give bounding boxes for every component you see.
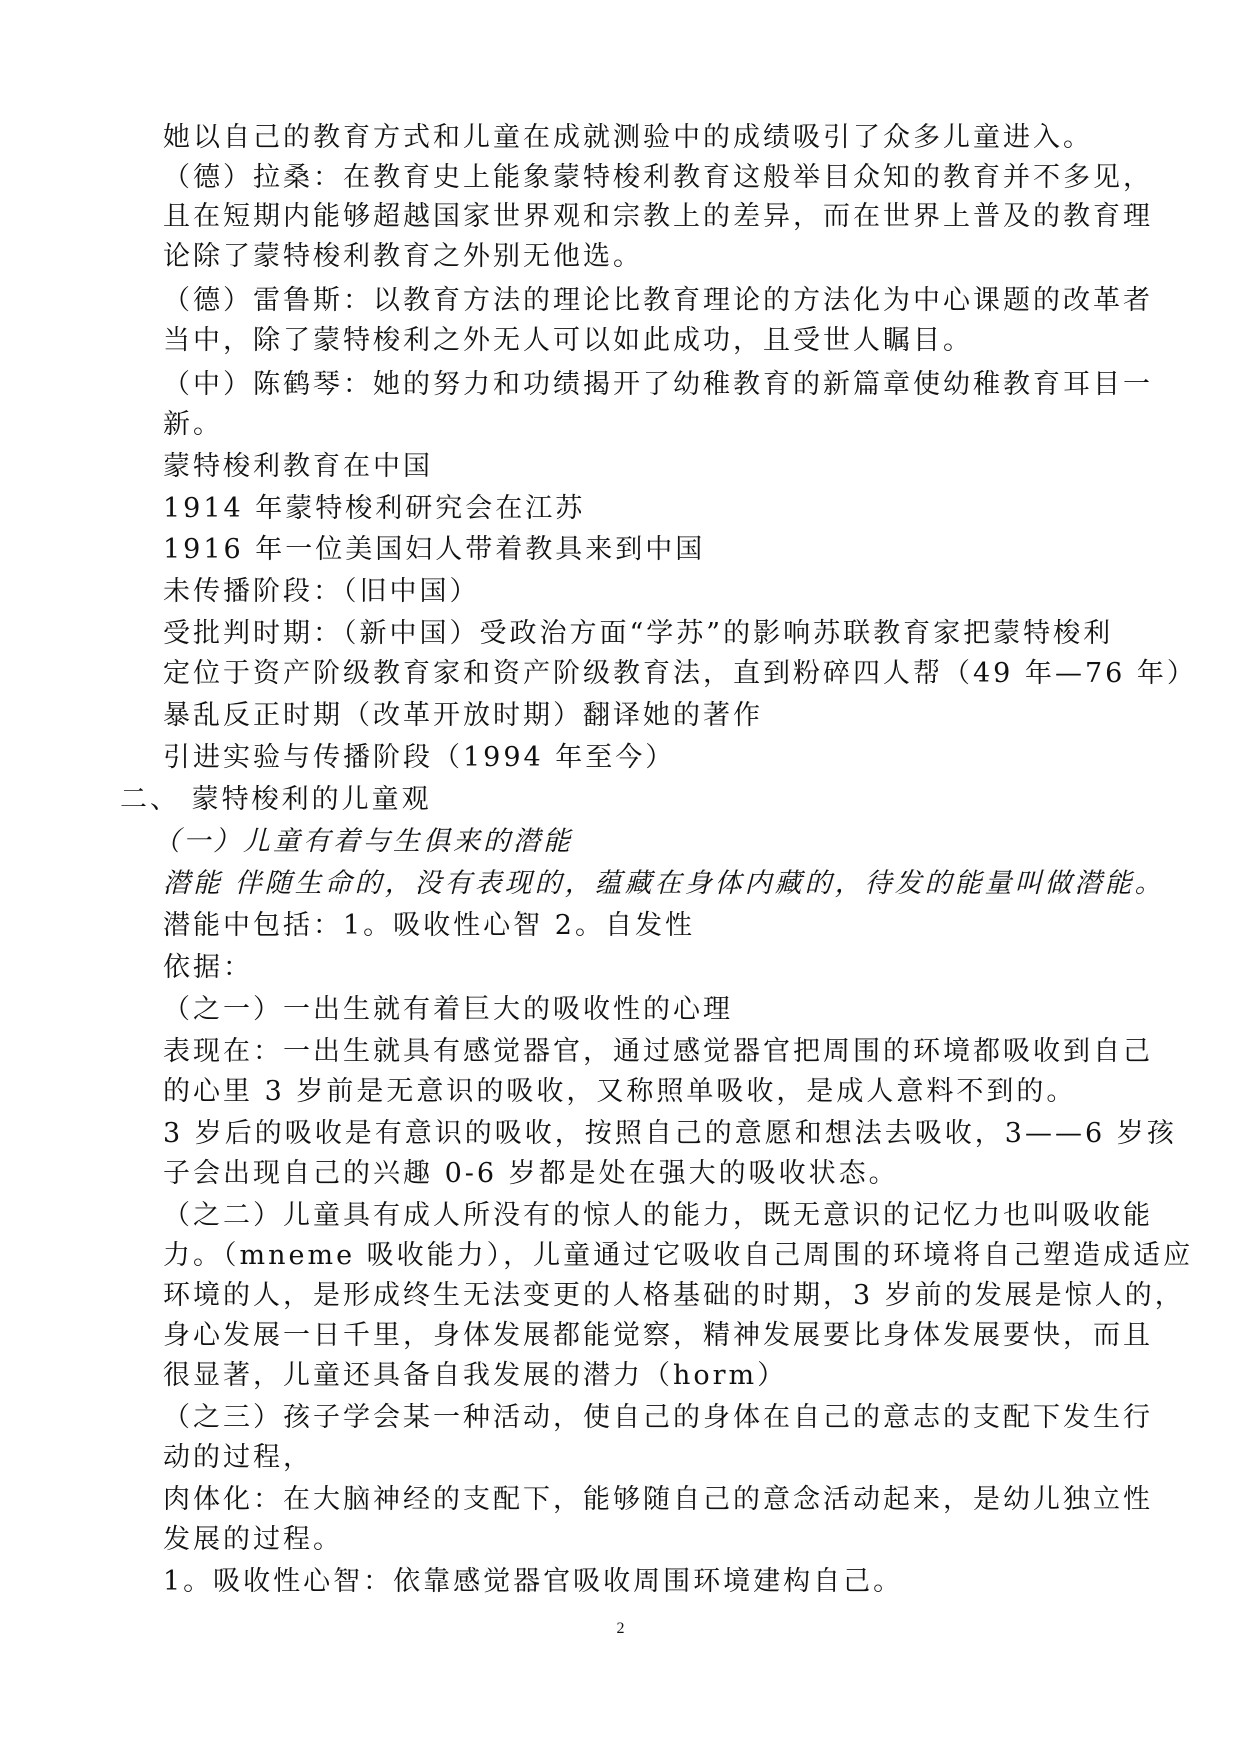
text-line: 肉体化：在大脑神经的支配下，能够随自己的意念活动起来，是幼儿独立性 — [163, 1484, 1153, 1515]
text-line: （之二）儿童具有成人所没有的惊人的能力，既无意识的记忆力也叫吸收能 — [163, 1200, 1153, 1231]
section-heading: 二、 蒙特梭利的儿童观 — [120, 784, 432, 815]
subsection-heading: （一）儿童有着与生俱来的潜能 — [153, 826, 573, 857]
text-line: 未传播阶段：（旧中国） — [163, 576, 480, 607]
text-line: 子会出现自己的兴趣 0-6 岁都是处在强大的吸收状态。 — [163, 1158, 899, 1189]
text-line: 3 岁后的吸收是有意识的吸收，按照自己的意愿和想法去吸收，3——6 岁孩 — [163, 1118, 1177, 1149]
text-line: 1。吸收性心智：依靠感觉器官吸收周围环境建构自己。 — [163, 1566, 904, 1597]
text-line: 论除了蒙特梭利教育之外别无他选。 — [163, 241, 643, 272]
text-line: 发展的过程。 — [163, 1524, 343, 1555]
text-line: 蒙特梭利教育在中国 — [163, 451, 433, 482]
text-line: （之一）一出生就有着巨大的吸收性的心理 — [163, 994, 733, 1025]
text-line: 的心里 3 岁前是无意识的吸收，又称照单吸收，是成人意料不到的。 — [163, 1076, 1077, 1107]
italic-definition-line: 潜能 伴随生命的，没有表现的，蕴藏在身体内藏的，待发的能量叫做潜能。 — [163, 868, 1165, 899]
text-line: 依据： — [163, 952, 253, 983]
text-line: 动的过程， — [163, 1442, 313, 1473]
text-line: 新。 — [163, 409, 223, 440]
text-line: （中）陈鹤琴：她的努力和功绩揭开了幼稚教育的新篇章使幼稚教育耳目一 — [163, 369, 1153, 400]
text-line: 定位于资产阶级教育家和资产阶级教育法，直到粉碎四人帮（49 年—76 年） — [163, 658, 1197, 689]
text-line: 力。（mneme 吸收能力），儿童通过它吸收自己周围的环境将自己塑造成适应 — [163, 1240, 1194, 1271]
text-line: 表现在：一出生就具有感觉器官，通过感觉器官把周围的环境都吸收到自己 — [163, 1036, 1153, 1067]
page-number: 2 — [616, 1620, 625, 1637]
text-line: 1916 年一位美国妇人带着教具来到中国 — [163, 534, 706, 565]
text-line: 且在短期内能够超越国家世界观和宗教上的差异，而在世界上普及的教育理 — [163, 201, 1153, 232]
text-line: （之三）孩子学会某一种活动，使自己的身体在自己的意志的支配下发生行 — [163, 1402, 1153, 1433]
text-line: （德）雷鲁斯：以教育方法的理论比教育理论的方法化为中心课题的改革者 — [163, 285, 1153, 316]
text-line: 当中，除了蒙特梭利之外无人可以如此成功，且受世人瞩目。 — [163, 325, 973, 356]
text-line: （德）拉桑：在教育史上能象蒙特梭利教育这般举目众知的教育并不多见， — [163, 162, 1153, 193]
text-line: 暴乱反正时期（改革开放时期）翻译她的著作 — [163, 700, 763, 731]
text-line: 引进实验与传播阶段（1994 年至今） — [163, 742, 676, 773]
text-line: 她以自己的教育方式和儿童在成就测验中的成绩吸引了众多儿童进入。 — [163, 122, 1093, 153]
text-line: 很显著，儿童还具备自我发展的潜力（horm） — [163, 1360, 788, 1391]
text-line: 身心发展一日千里，身体发展都能觉察，精神发展要比身体发展要快，而且 — [163, 1320, 1153, 1351]
text-line: 环境的人，是形成终生无法变更的人格基础的时期，3 岁前的发展是惊人的， — [163, 1280, 1185, 1311]
text-line: 受批判时期：（新中国）受政治方面“学苏”的影响苏联教育家把蒙特梭利 — [163, 618, 1114, 649]
text-line: 潜能中包括：1。吸收性心智 2。自发性 — [163, 910, 695, 941]
text-line: 1914 年蒙特梭利研究会在江苏 — [163, 493, 586, 524]
